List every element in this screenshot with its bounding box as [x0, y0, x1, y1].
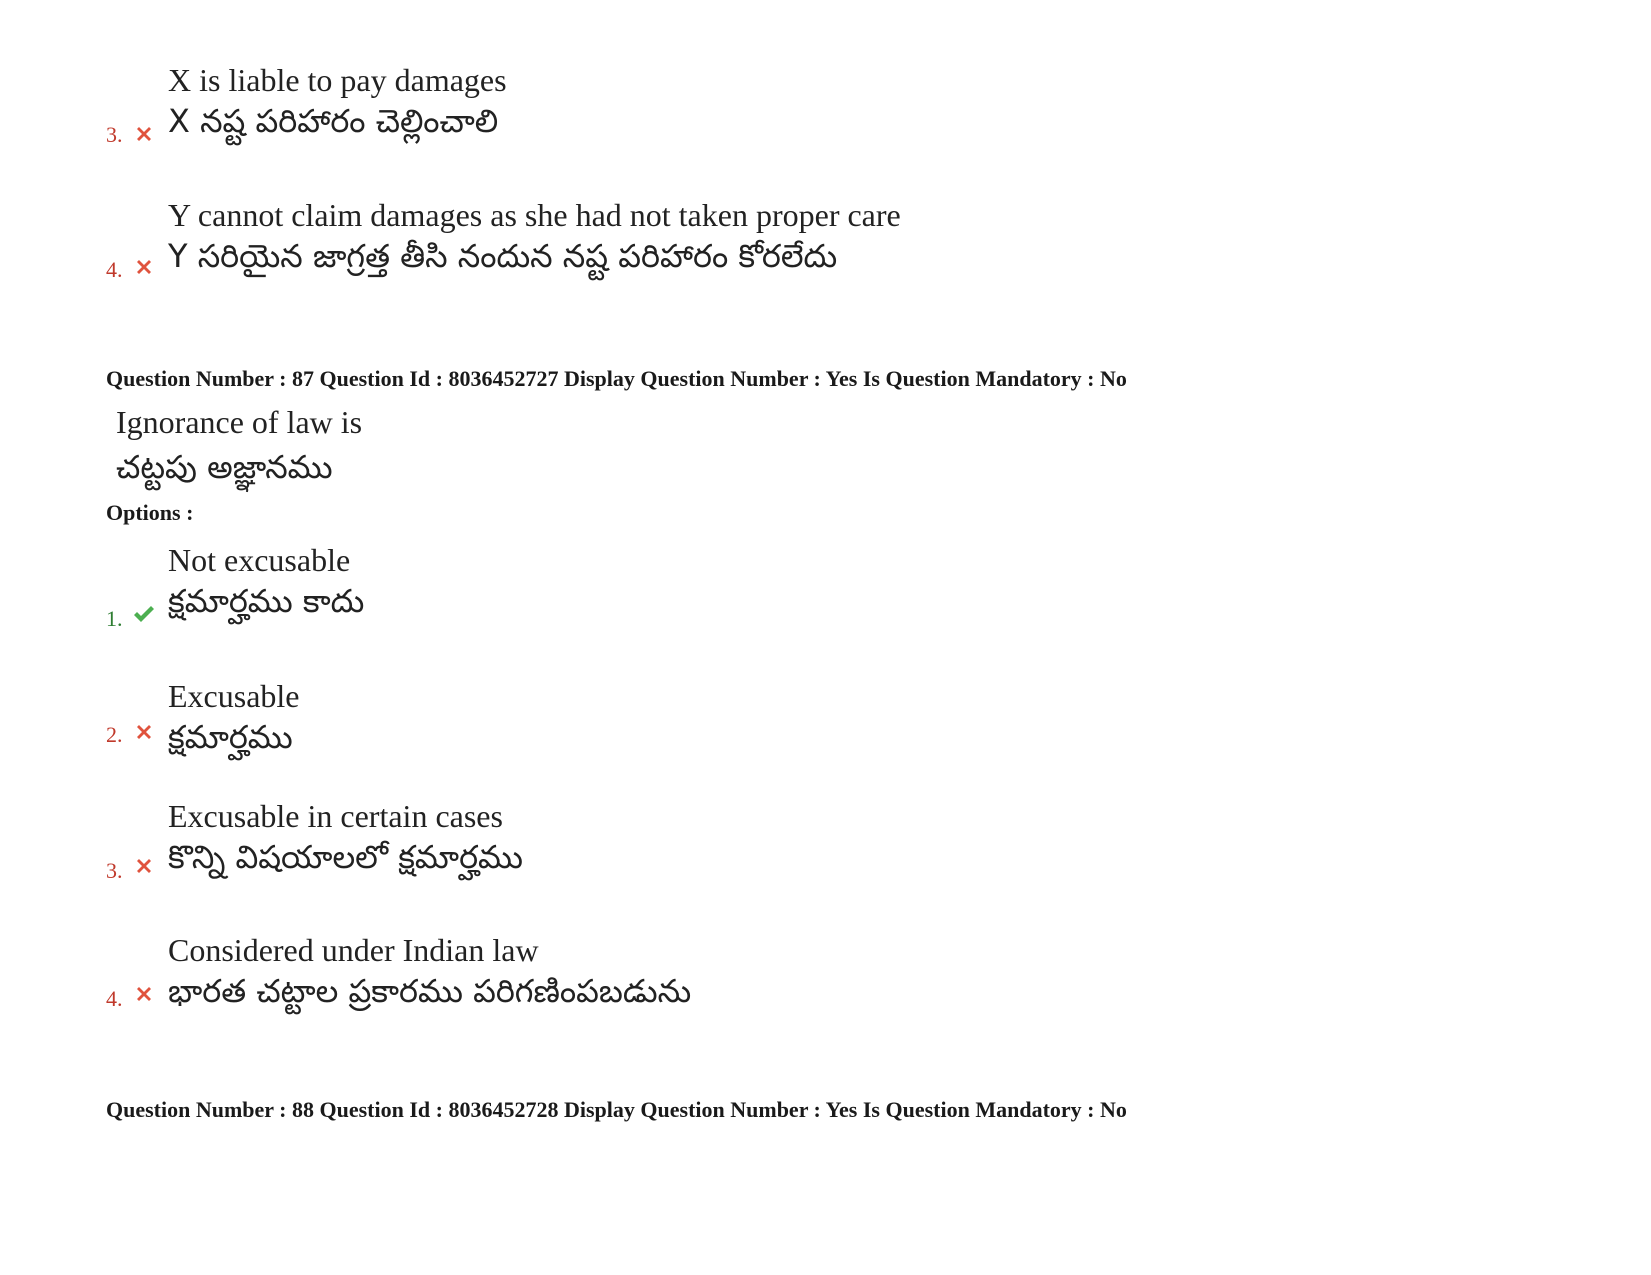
options-label: Options :: [106, 500, 194, 525]
option-number: 1.: [106, 606, 123, 631]
question-number: 88: [292, 1097, 314, 1122]
mandatory-value: No: [1099, 1097, 1127, 1122]
cross-icon: [132, 122, 156, 146]
option-text-en: Y cannot claim damages as she had not taken proper care: [168, 197, 901, 233]
option-text: [168, 540, 364, 622]
mandatory-value: No: [1099, 366, 1127, 391]
display-number-value: Yes: [825, 1097, 858, 1122]
option-text-te: భారత చట్టాల ప్రకారము పరిగణింపబడును: [168, 972, 692, 1010]
cross-icon: [132, 854, 156, 878]
display-number-label: Display Question Number :: [558, 1097, 826, 1122]
option-number: 3.: [106, 122, 123, 147]
option-text-te: కొన్ని విషయాలలో క్షమార్హము: [168, 838, 523, 876]
option-text: [168, 195, 901, 277]
question-id: 8036452728: [448, 1097, 559, 1122]
option-text-en: Not excusable: [168, 542, 351, 578]
option-text-en: Excusable: [168, 678, 300, 714]
question-id-label: Question Id :: [314, 366, 449, 391]
display-number-label: Display Question Number :: [558, 366, 826, 391]
option-text-en: Excusable in certain cases: [168, 798, 503, 834]
option-number: 4.: [106, 986, 123, 1011]
question-text: [116, 402, 362, 488]
question-id-label: Question Id :: [314, 1097, 449, 1122]
option-number: 3.: [106, 858, 123, 883]
question-text-te: చట్టపు అజ్ఞానము: [116, 448, 333, 486]
check-icon: [132, 602, 156, 626]
option-number: 4.: [106, 257, 123, 282]
option-text: [168, 676, 300, 758]
question-number-label: Question Number :: [106, 366, 292, 391]
option-number: 2.: [106, 722, 123, 747]
question-header: [106, 1097, 1127, 1123]
cross-icon: [132, 982, 156, 1006]
mandatory-label: Is Question Mandatory :: [857, 1097, 1100, 1122]
option-text-te: క్షమార్హము: [168, 718, 293, 756]
option-text: [168, 930, 691, 1012]
option-text-te: Y సరియైన జాగ్రత్త తీసి నందున నష్ట పరిహారం కోరలేదు: [168, 237, 838, 275]
mandatory-label: Is Question Mandatory :: [857, 366, 1100, 391]
question-id: 8036452727: [448, 366, 559, 391]
option-text: [168, 796, 523, 878]
option-text-en: X is liable to pay damages: [168, 62, 507, 98]
question-header: [106, 366, 1127, 392]
option-text-te: X నష్ట పరిహారం చెల్లించాలి: [168, 102, 499, 140]
cross-icon: [132, 720, 156, 744]
display-number-value: Yes: [825, 366, 858, 391]
question-number-label: Question Number :: [106, 1097, 292, 1122]
cross-icon: [132, 255, 156, 279]
option-text-en: Considered under Indian law: [168, 932, 539, 968]
option-text: [168, 60, 507, 142]
question-text-en: Ignorance of law is: [116, 404, 363, 440]
question-number: 87: [292, 366, 314, 391]
option-text-te: క్షమార్హము కాదు: [168, 582, 365, 620]
